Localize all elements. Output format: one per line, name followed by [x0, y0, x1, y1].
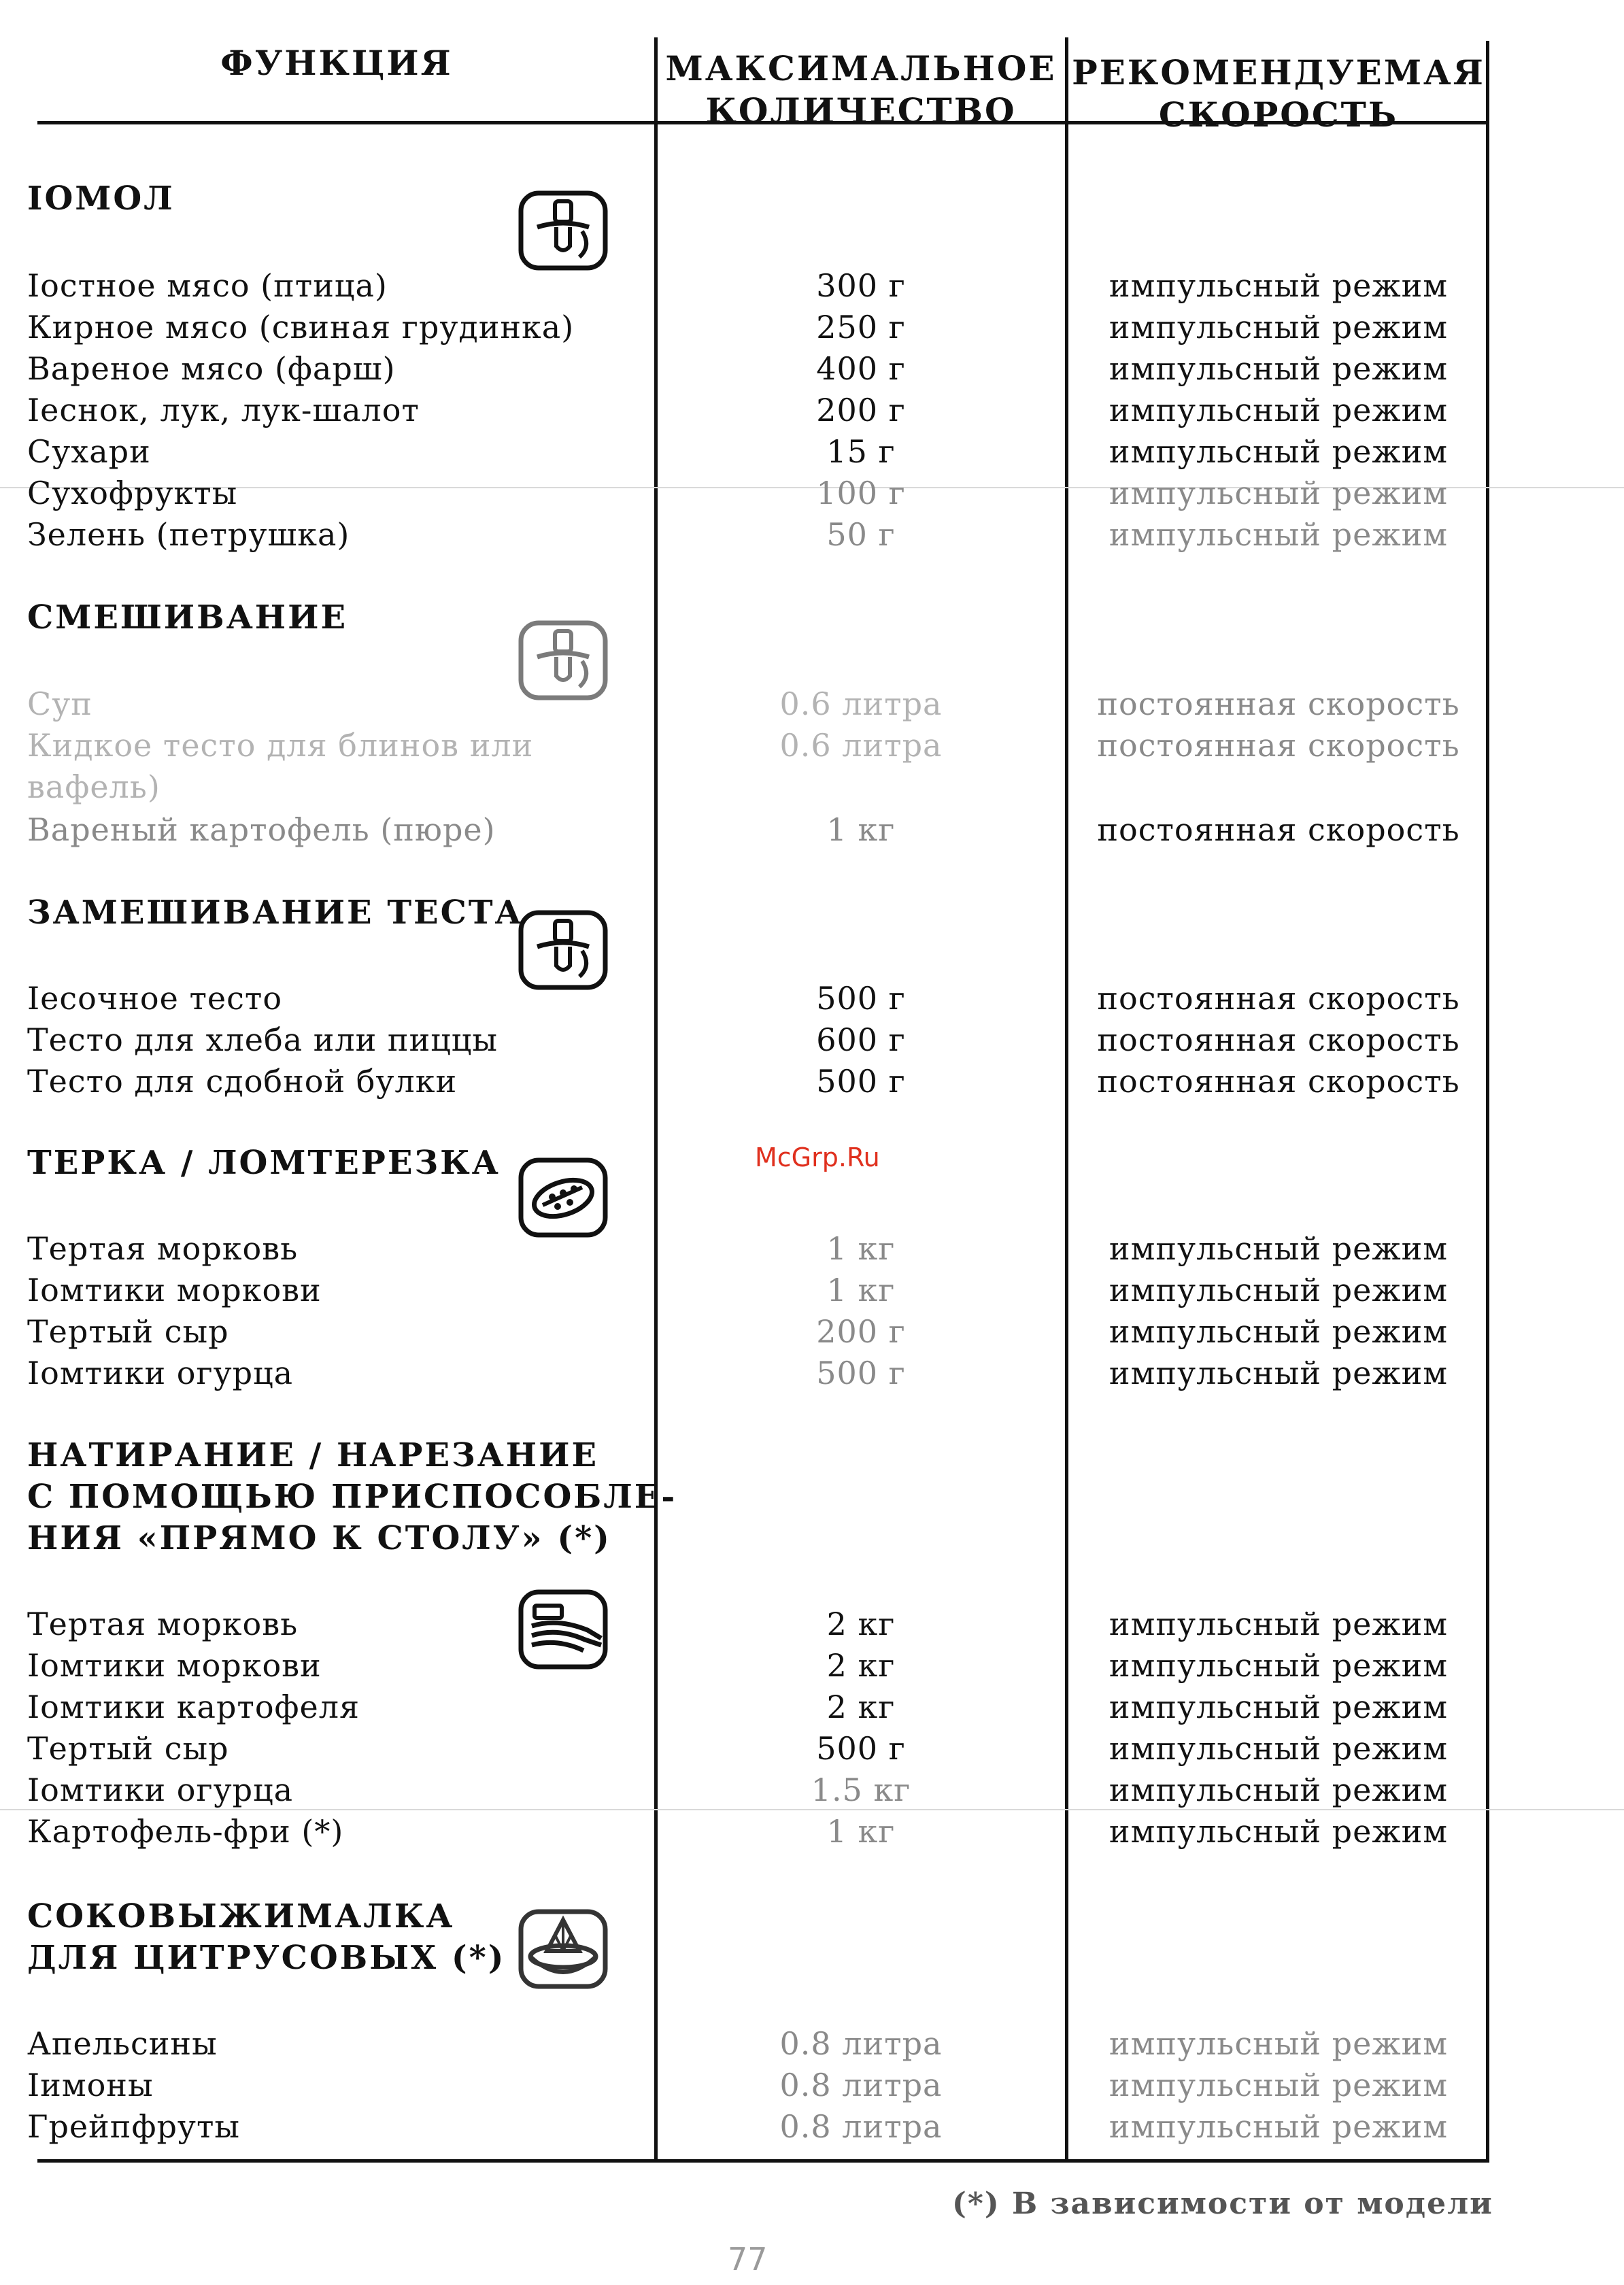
item-quantity: 500 г [816, 1355, 906, 1391]
item-speed: импульсный режим [1109, 1355, 1449, 1391]
item-quantity: 500 г [816, 980, 906, 1017]
item-speed: импульсный режим [1109, 475, 1449, 511]
item-speed: импульсный режим [1109, 1230, 1449, 1267]
item-speed: импульсный режим [1109, 1689, 1449, 1725]
item-name: Іомтики моркови [27, 1272, 322, 1308]
section-title: ТЕРКА / ЛОМТЕРЕЗКА [27, 1144, 501, 1182]
item-quantity: 2 кг [826, 1689, 896, 1725]
item-quantity: 1 кг [826, 811, 896, 848]
section-title: ІОМОЛ [27, 180, 175, 218]
item-name: Суп [27, 686, 92, 722]
item-name: Вареное мясо (фарш) [27, 350, 396, 387]
item-quantity: 2 кг [826, 1606, 896, 1642]
item-name: Тесто для сдобной булки [27, 1063, 458, 1100]
item-speed: постоянная скорость [1097, 727, 1460, 764]
item-name: Зелень (петрушка) [27, 516, 350, 553]
item-speed: импульсный режим [1109, 1606, 1449, 1642]
item-speed: импульсный режим [1109, 392, 1449, 428]
item-name: Іостное мясо (птица) [27, 267, 388, 304]
item-name: Сухари [27, 433, 151, 470]
item-speed: импульсный режим [1109, 1730, 1449, 1767]
header-function: ФУНКЦИЯ [220, 43, 453, 83]
table-bottom-line [37, 2159, 1489, 2163]
item-speed: импульсный режим [1109, 2067, 1449, 2103]
grater-disc-icon [517, 1156, 609, 1239]
section-title-line: ДЛЯ ЦИТРУСОВЫХ (*) [27, 1939, 506, 1977]
item-name: Іеснок, лук, лук-шалот [27, 392, 420, 428]
item-quantity: 50 г [826, 516, 896, 553]
page-number: 77 [728, 2241, 768, 2278]
item-speed: постоянная скорость [1097, 1021, 1460, 1058]
citrus-press-icon [517, 1908, 609, 1991]
item-quantity: 0.6 литра [779, 686, 943, 722]
item-speed: импульсный режим [1109, 433, 1449, 470]
item-speed: импульсный режим [1109, 1272, 1449, 1308]
item-speed: импульсный режим [1109, 2108, 1449, 2145]
item-speed: постоянная скорость [1097, 980, 1460, 1017]
item-speed: импульсный режим [1109, 267, 1449, 304]
item-name: Тертая морковь [27, 1606, 299, 1642]
footnote: (*) В зависимости от модели [952, 2186, 1493, 2221]
item-name: Тесто для хлеба или пиццы [27, 1021, 498, 1058]
item-speed: импульсный режим [1109, 1313, 1449, 1350]
item-name: Кирное мясо (свиная грудинка) [27, 309, 575, 345]
item-speed: импульсный режим [1109, 1647, 1449, 1684]
section-title-line: С ПОМОЩЬЮ ПРИСПОСОБЛЕ- [27, 1478, 677, 1516]
item-speed: импульсный режим [1109, 309, 1449, 345]
section-title: ЗАМЕШИВАНИЕ ТЕСТА [27, 894, 524, 932]
watermark: McGrp.Ru [755, 1142, 880, 1172]
item-name: Іимоны [27, 2067, 154, 2103]
blade-bowl-icon [517, 189, 609, 272]
item-name: Іомтики огурца [27, 1355, 294, 1391]
item-quantity: 0.8 литра [779, 2067, 943, 2103]
item-name: Грейпфруты [27, 2108, 241, 2145]
column-divider-2 [1065, 37, 1068, 2163]
item-name: Іомтики огурца [27, 1772, 294, 1808]
item-name: Вареный картофель (пюре) [27, 811, 496, 848]
item-quantity: 200 г [816, 392, 906, 428]
column-divider-3 [1486, 41, 1489, 2163]
item-speed: импульсный режим [1109, 1813, 1449, 1850]
item-quantity: 600 г [816, 1021, 906, 1058]
item-quantity: 1 кг [826, 1813, 896, 1850]
item-quantity: 500 г [816, 1730, 906, 1767]
item-name: Іомтики картофеля [27, 1689, 360, 1725]
item-quantity: 500 г [816, 1063, 906, 1100]
item-quantity: 300 г [816, 267, 906, 304]
item-name: Іомтики моркови [27, 1647, 322, 1684]
item-speed: импульсный режим [1109, 1772, 1449, 1808]
section-title-line: НАТИРАНИЕ / НАРЕЗАНИЕ [27, 1436, 599, 1474]
item-quantity: 200 г [816, 1313, 906, 1350]
blade-bowl-icon [517, 909, 609, 992]
header-speed-line1: РЕКОМЕНДУЕМАЯ [1072, 52, 1485, 92]
header-speed-line2: СКОРОСТЬ [1158, 95, 1399, 135]
item-name: Картофель-фри (*) [27, 1813, 344, 1850]
item-name-continuation: вафель) [27, 768, 160, 805]
item-quantity: 400 г [816, 350, 906, 387]
header-max-quantity [657, 48, 1065, 132]
item-name: Тертый сыр [27, 1730, 229, 1767]
item-speed: импульсный режим [1109, 350, 1449, 387]
item-quantity: 100 г [816, 475, 906, 511]
direct-serve-icon [517, 1588, 609, 1671]
item-quantity: 15 г [826, 433, 896, 470]
item-quantity: 1.5 кг [811, 1772, 911, 1808]
item-quantity: 0.8 литра [779, 2108, 943, 2145]
item-name: Апельсины [27, 2025, 218, 2062]
section-title-line: НИЯ «ПРЯМО К СТОЛУ» (*) [27, 1519, 611, 1557]
item-quantity: 1 кг [826, 1272, 896, 1308]
header-recommended-speed [1071, 52, 1486, 136]
item-speed: импульсный режим [1109, 2025, 1449, 2062]
item-quantity: 250 г [816, 309, 906, 345]
item-quantity: 0.6 литра [779, 727, 943, 764]
section-title-line: СОКОВЫЖИМАЛКА [27, 1897, 455, 1935]
item-quantity: 2 кг [826, 1647, 896, 1684]
item-speed: постоянная скорость [1097, 686, 1460, 722]
item-name: Тертая морковь [27, 1230, 299, 1267]
item-quantity: 0.8 литра [779, 2025, 943, 2062]
section-title: СМЕШИВАНИЕ [27, 598, 348, 637]
item-quantity: 1 кг [826, 1230, 896, 1267]
header-max-quantity-line1: МАКСИМАЛЬНОЕ [665, 48, 1057, 88]
blade-bowl-icon [517, 619, 609, 702]
item-name: Кидкое тесто для блинов или [27, 727, 534, 764]
item-name: Тертый сыр [27, 1313, 229, 1350]
item-name: Сухофрукты [27, 475, 238, 511]
item-speed: постоянная скорость [1097, 811, 1460, 848]
item-name: Іесочное тесто [27, 980, 283, 1017]
item-speed: постоянная скорость [1097, 1063, 1460, 1100]
item-speed: импульсный режим [1109, 516, 1449, 553]
header-max-quantity-line2: КОЛИЧЕСТВО [705, 90, 1017, 131]
